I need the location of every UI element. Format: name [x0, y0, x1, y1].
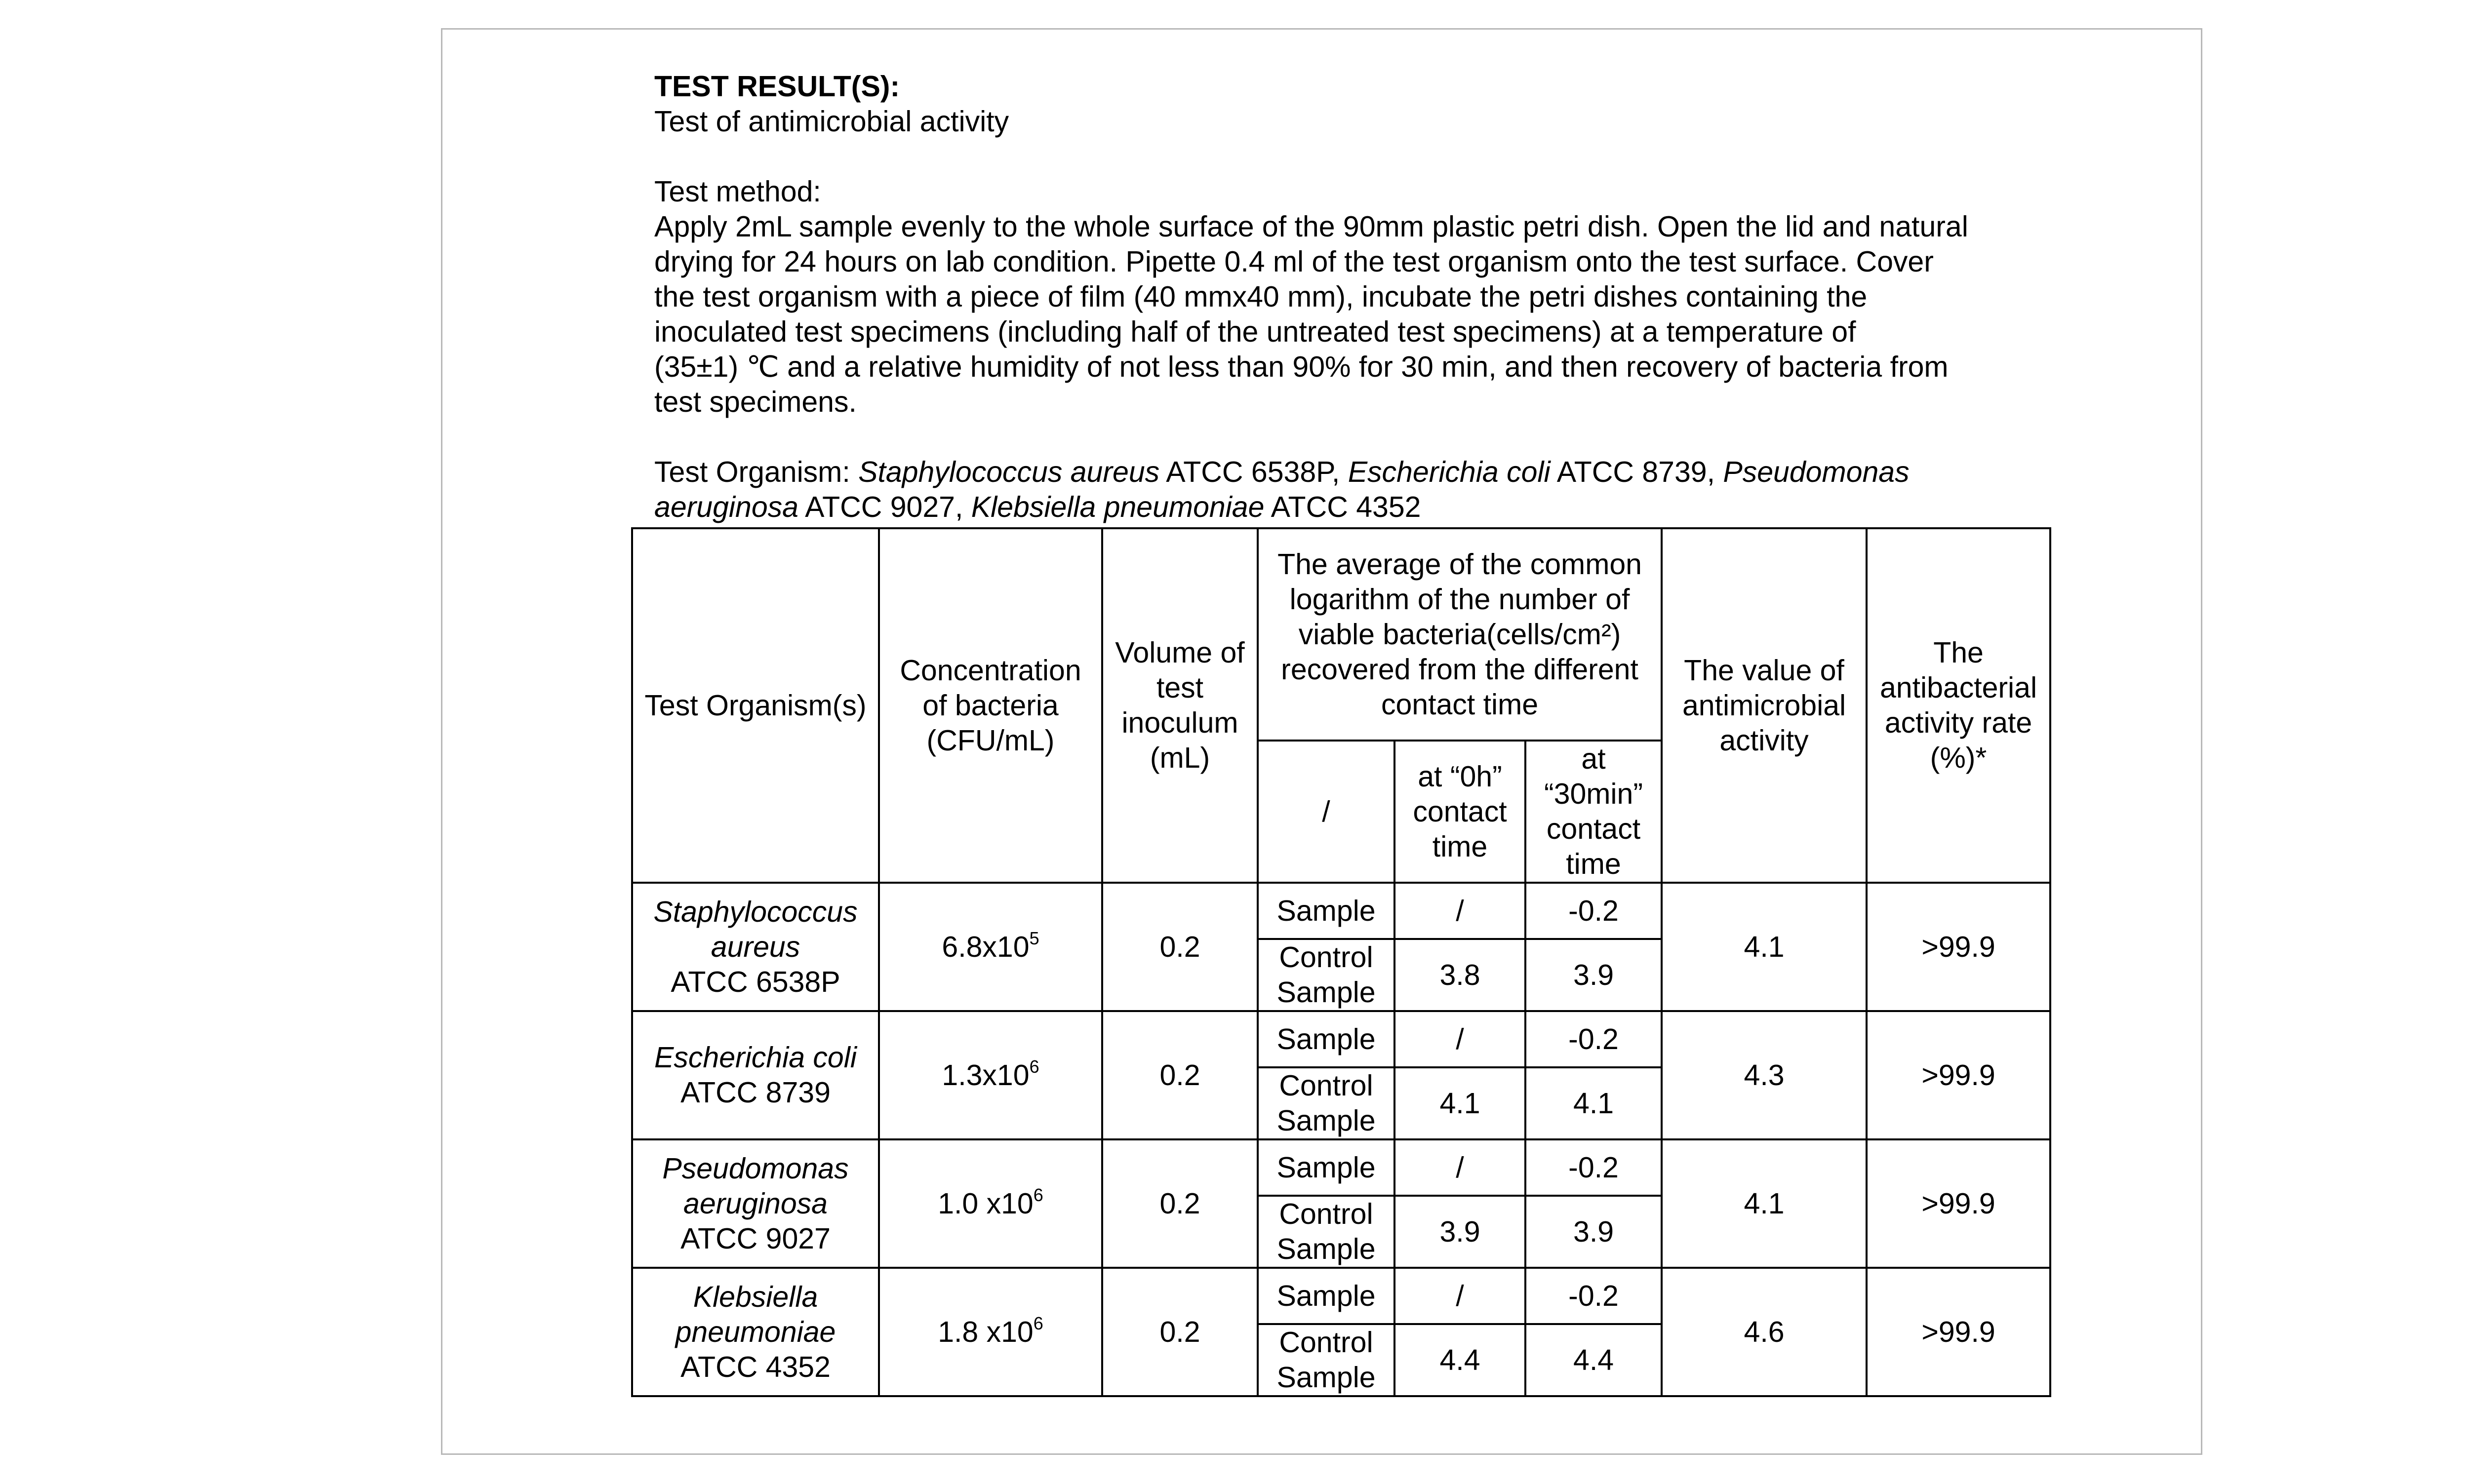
antimicrobial-value-cell: 4.1: [1662, 1139, 1867, 1268]
sample-30min-cell: -0.2: [1525, 1268, 1662, 1324]
activity-rate-cell: >99.9: [1867, 1139, 2050, 1268]
header-activity-rate: The antibacterial activity rate (%)*: [1867, 528, 2050, 883]
sample-0h-cell: /: [1394, 1139, 1525, 1196]
header-volume: Volume of test inoculum (mL): [1102, 528, 1258, 883]
sample-30min-cell: -0.2: [1525, 1139, 1662, 1196]
volume-cell: 0.2: [1102, 1011, 1258, 1139]
subheader-0h: at “0h” contact time: [1394, 741, 1525, 883]
header-organism: Test Organism(s): [632, 528, 879, 883]
concentration-cell: 1.0 $x10^6$: [879, 1139, 1102, 1268]
method-label: Test method:: [654, 175, 821, 208]
method-line: Apply 2mL sample evenly to the whole surface of the 90mm plastic petri dish. Open the lid and natural: [654, 210, 1968, 243]
test-organism-line: Test Organism: Staphylococcus aureus ATCC 6538P, Escherichia coli ATCC 8739, Pseudomonas: [654, 456, 1910, 488]
antimicrobial-value-cell: 4.6: [1662, 1268, 1867, 1396]
results-table: [631, 527, 2051, 1397]
header-average-log: The average of the common logarithm of the number of viable bacteria(cells/cm²) recovered from the different contact time: [1258, 528, 1662, 741]
table-row: [632, 1139, 2050, 1196]
volume-cell: 0.2: [1102, 1268, 1258, 1396]
sample-label-cell: Sample: [1258, 1139, 1394, 1196]
table-row: [632, 1011, 2050, 1067]
control-30min-cell: 4.1: [1525, 1067, 1662, 1139]
control-30min-cell: 3.9: [1525, 1196, 1662, 1268]
control-label-cell: Control Sample: [1258, 1196, 1394, 1268]
method-line: inoculated test specimens (including half of the untreated test specimens) at a temperature of: [654, 315, 1856, 348]
method-line: the test organism with a piece of film (40 mmx40 mm), incubate the petri dishes containing the: [654, 280, 1868, 313]
activity-rate-cell: >99.9: [1867, 883, 2050, 1011]
activity-rate-cell: >99.9: [1867, 1268, 2050, 1396]
sample-30min-cell: -0.2: [1525, 883, 1662, 939]
report-subheading: Test of antimicrobial activity: [654, 105, 1009, 138]
concentration-cell: $1.3x10^6$: [879, 1011, 1102, 1139]
table-row: [632, 1268, 2050, 1324]
antimicrobial-value-cell: 4.1: [1662, 883, 1867, 1011]
report-heading: TEST RESULT(S):: [654, 70, 900, 103]
subheader-blank: /: [1258, 741, 1394, 883]
concentration-cell: 1.8 $x10^6$: [879, 1268, 1102, 1396]
method-line: drying for 24 hours on lab condition. Pipette 0.4 ml of the test organism onto the test surface. Cover: [654, 245, 1934, 278]
sample-label-cell: Sample: [1258, 1011, 1394, 1067]
organism-cell: Staphylococcus aureus ATCC 6538P: [632, 883, 879, 1011]
table-header-row: [632, 528, 2050, 741]
header-antimicrobial-value: The value of antimicrobial activity: [1662, 528, 1867, 883]
activity-rate-cell: >99.9: [1867, 1011, 2050, 1139]
concentration-cell: $6.8x10^5$: [879, 883, 1102, 1011]
organism-cell: Escherichia coli ATCC 8739: [632, 1011, 879, 1139]
sample-0h-cell: /: [1394, 1268, 1525, 1324]
control-0h-cell: 3.9: [1394, 1196, 1525, 1268]
subheader-30min: at “30min” contact time: [1525, 741, 1662, 883]
volume-cell: 0.2: [1102, 1139, 1258, 1268]
header-concentration: Concentration of bacteria (CFU/mL): [879, 528, 1102, 883]
sample-label-cell: Sample: [1258, 883, 1394, 939]
control-0h-cell: 4.4: [1394, 1324, 1525, 1396]
sample-0h-cell: /: [1394, 883, 1525, 939]
sample-label-cell: Sample: [1258, 1268, 1394, 1324]
report-text: [654, 69, 2086, 525]
test-organism-line: aeruginosa ATCC 9027, Klebsiella pneumoniae ATCC 4352: [654, 491, 1421, 523]
control-label-cell: Control Sample: [1258, 1324, 1394, 1396]
organism-cell: Pseudomonas aeruginosa ATCC 9027: [632, 1139, 879, 1268]
method-line: test specimens.: [654, 386, 857, 418]
control-label-cell: Control Sample: [1258, 939, 1394, 1011]
control-label-cell: Control Sample: [1258, 1067, 1394, 1139]
control-30min-cell: 4.4: [1525, 1324, 1662, 1396]
method-line: (35±1) ℃ and a relative humidity of not less than 90% for 30 min, and then recovery of bacteria from: [654, 351, 1949, 383]
control-0h-cell: 3.8: [1394, 939, 1525, 1011]
control-0h-cell: 4.1: [1394, 1067, 1525, 1139]
table-row: [632, 883, 2050, 939]
antimicrobial-value-cell: 4.3: [1662, 1011, 1867, 1139]
control-30min-cell: 3.9: [1525, 939, 1662, 1011]
volume-cell: 0.2: [1102, 883, 1258, 1011]
sample-0h-cell: /: [1394, 1011, 1525, 1067]
organism-cell: Klebsiella pneumoniae ATCC 4352: [632, 1268, 879, 1396]
sample-30min-cell: -0.2: [1525, 1011, 1662, 1067]
